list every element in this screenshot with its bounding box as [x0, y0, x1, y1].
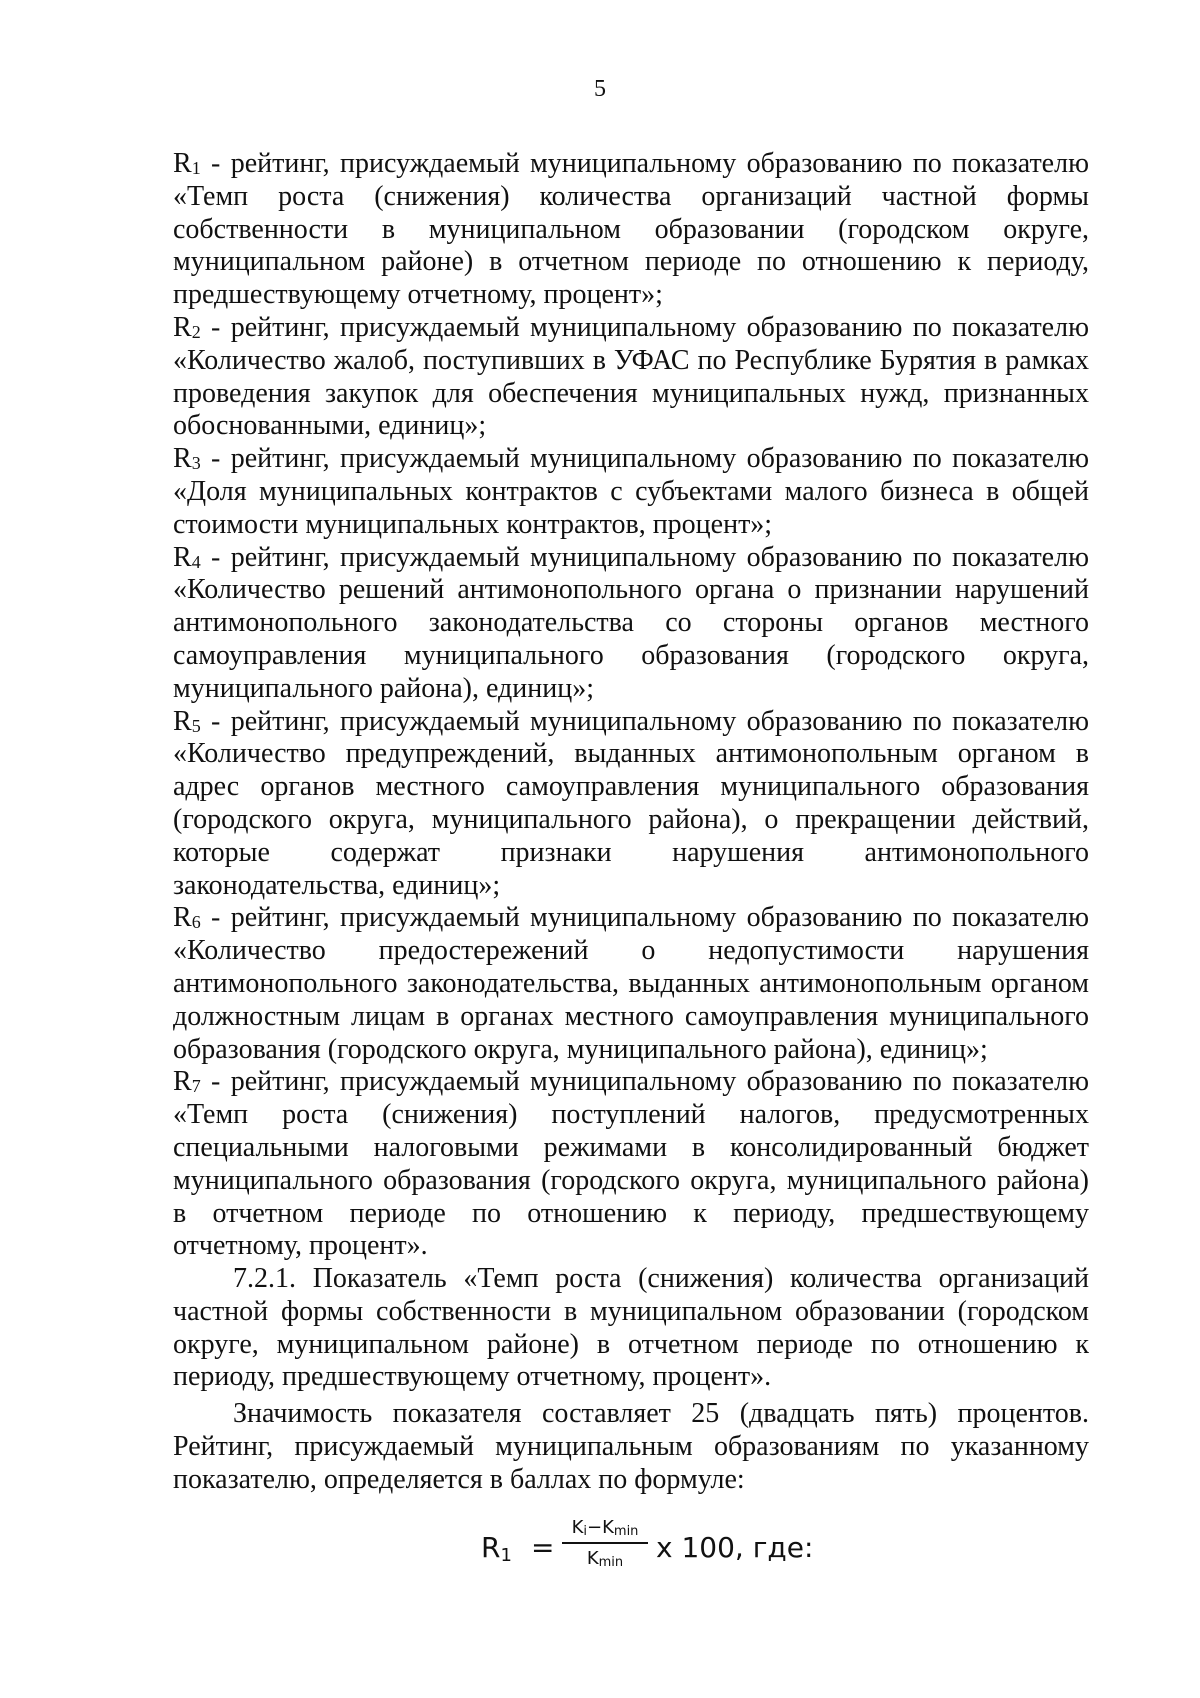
formula-fraction — [562, 1516, 648, 1571]
formula-multiplier: х 100, где: — [656, 1531, 814, 1564]
rating-symbol: $R_1$ — [173, 148, 201, 179]
formula-lhs: $R_1$ — [481, 1531, 512, 1566]
rating-definition-r2 — [173, 312, 1089, 443]
rating-symbol: $R_3$ — [173, 443, 201, 475]
rating-symbol: $R_2$ — [173, 311, 201, 343]
rating-symbol: $R_5$ — [173, 705, 201, 737]
rating-definition-text: - рейтинг, присуждаемый муниципальному образованию по показателю «Количество решений антимонопольного органа о признании нарушений антимонопольного законодательства со стороны органов местного самоуправления муниципального образования (городского округа, муниципального района), единиц»; — [173, 541, 1089, 704]
rating-formula — [0, 1516, 1200, 1586]
formula-numerator: $K_i-K_{min}$ — [571, 1517, 639, 1539]
rating-definition-text: - рейтинг, присуждаемый муниципальному образованию по показателю «Количество предупреждений, выданных антимонопольным органом в адрес органов местного самоуправления муниципального образования (городского округа, муниципального района), о прекращении действий, которые содержат признаки нарушения антимонопольного законодательства, единиц»; — [173, 705, 1089, 901]
rating-definition-text: - рейтинг, присуждаемый муниципальному образованию по показателю «Темп роста (снижения) поступлений налогов, предусмотренных специальными налоговыми режимами в консолидированный бюджет муниципального образования (городского округа, муниципального района) в отчетном периоде по отношению к периоду, предшествующему отчетному, процент». — [173, 1066, 1089, 1262]
significance-paragraph: Значимость показателя составляет 25 (двадцать пять) процентов. Рейтинг, присуждаемый муниципальным образованиям по указанному показателю, определяется в баллах по формуле: — [173, 1398, 1089, 1495]
page-number: 5 — [594, 76, 606, 102]
rating-symbol: $R_4$ — [173, 541, 201, 573]
formula-fraction-bar — [562, 1542, 648, 1544]
formula-equals: = — [531, 1531, 555, 1564]
rating-symbol: $R_7$ — [173, 1066, 201, 1098]
rating-definition-r1 — [173, 148, 1089, 312]
rating-definition-text: - рейтинг, присуждаемый муниципальному образованию по показателю «Количество предостережений о недопустимости нарушения антимонопольного законодательства, выданных антимонопольным органом должностным лицам в органах местного самоуправления муниципального образования (городского округа, муниципального района), единиц»; — [173, 902, 1089, 1065]
rating-definition-r7 — [173, 1066, 1089, 1263]
section-7-2-1: 7.2.1. Показатель «Темп роста (снижения) количества организаций частной формы собственности в муниципальном образовании (городском округе, муниципальном районе) в отчетном периоде по отношению к периоду, предшествующему отчетному, процент». — [173, 1263, 1089, 1393]
rating-definition-r3 — [173, 443, 1089, 541]
formula-denominator: $K_{min}$ — [586, 1547, 624, 1570]
rating-definition-text: - рейтинг, присуждаемый муниципальному образованию по показателю «Темп роста (снижения) количества организаций частной формы собственности в муниципальном образовании (городском округе, муниципальном районе) в отчетном периоде по отношению к периоду, предшествующему отчетному, процент»; — [173, 148, 1089, 311]
rating-definition-r5 — [173, 706, 1089, 903]
rating-symbol: $R_6$ — [173, 902, 201, 934]
rating-definition-r4 — [173, 542, 1089, 706]
rating-definition-r6 — [173, 902, 1089, 1066]
rating-definition-text: - рейтинг, присуждаемый муниципальному образованию по показателю «Количество жалоб, поступивших в УФАС по Республике Бурятия в рамках проведения закупок для обеспечения муниципальных нужд, признанных обоснованными, единиц»; — [173, 311, 1089, 442]
document-body — [173, 148, 1089, 1497]
rating-definition-text: - рейтинг, присуждаемый муниципальному образованию по показателю «Доля муниципальных контрактов с субъектами малого бизнеса в общей стоимости муниципальных контрактов, процент»; — [173, 443, 1089, 540]
